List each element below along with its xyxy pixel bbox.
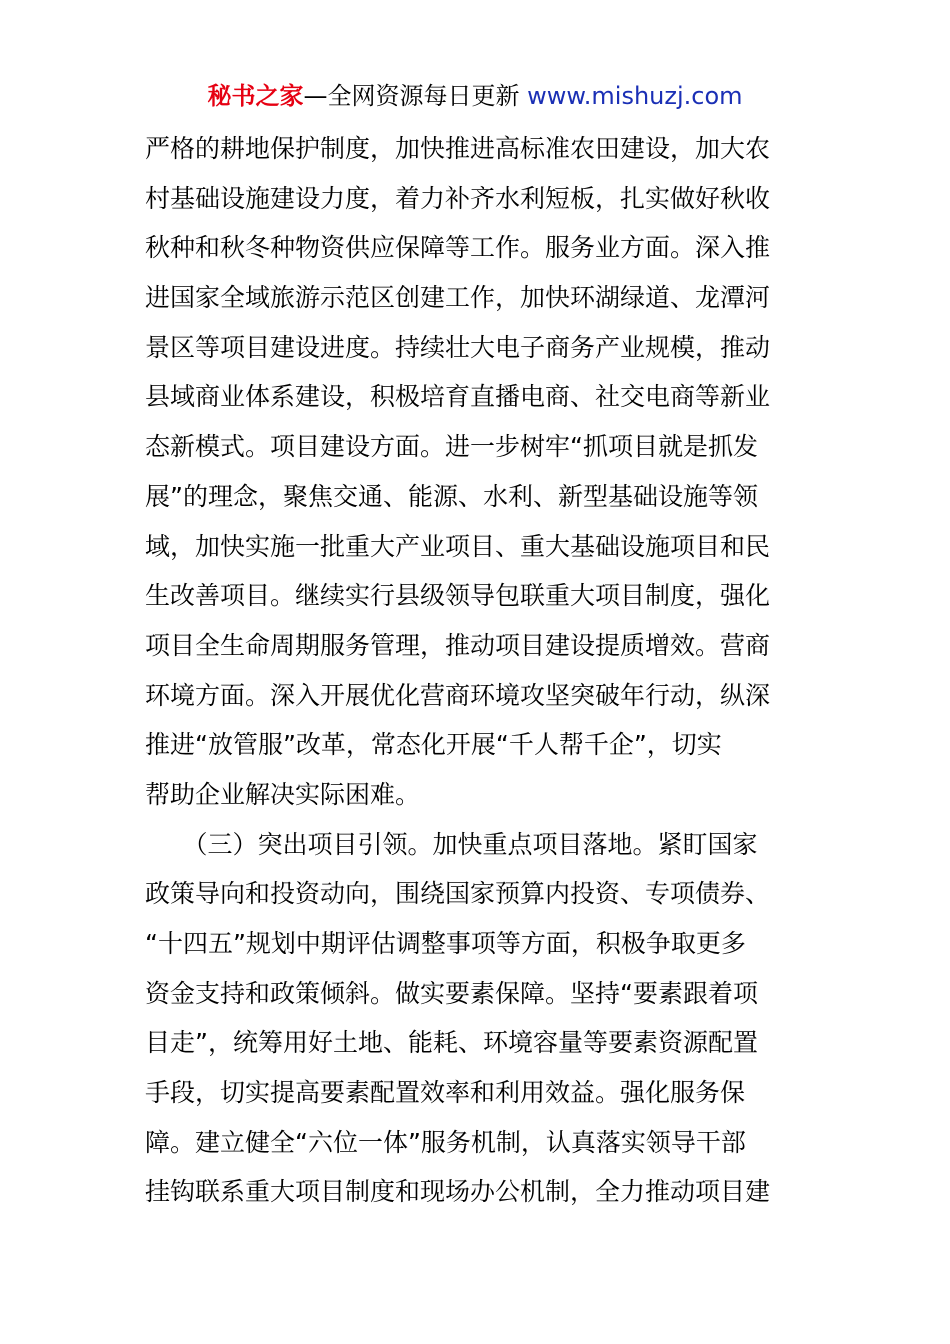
site-brand: 秘书之家 bbox=[207, 82, 304, 110]
text-line: 项目全生命周期服务管理，推动项目建设提质增效。营商 bbox=[145, 630, 771, 660]
text-line: 村基础设施建设力度，着力补齐水利短板，扎实做好秋收 bbox=[145, 183, 771, 213]
text-line: 展”的理念，聚焦交通、能源、水利、新型基础设施等领 bbox=[145, 481, 758, 511]
text-line: 进国家全域旅游示范区创建工作，加快环湖绿道、龙潭河 bbox=[145, 283, 771, 313]
site-url-link[interactable]: www.mishuzj.com bbox=[527, 82, 743, 110]
text-line: 障。建立健全“六位一体”服务机制，认真落实领导干部 bbox=[145, 1127, 746, 1157]
text-line: 挂钩联系重大项目制度和现场办公机制，全力推动项目建 bbox=[145, 1177, 771, 1207]
text-line: 环境方面。深入开展优化营商环境攻坚突破年行动，纵深 bbox=[145, 680, 771, 710]
text-line: 目走”，统筹用好土地、能耗、环境容量等要素资源配置 bbox=[145, 1028, 758, 1058]
text-line: “十四五”规划中期评估调整事项等方面，积极争取更多 bbox=[145, 929, 746, 958]
text-line: （三）突出项目引领。加快重点项目落地。紧盯国家 bbox=[145, 829, 758, 859]
text-line: 手段，切实提高要素配置效率和利用效益。强化服务保 bbox=[145, 1078, 746, 1108]
text-line: 县域商业体系建设，积极培育直播电商、社交电商等新业 bbox=[145, 382, 771, 412]
text-line: 资金支持和政策倾斜。做实要素保障。坚持“要素跟着项 bbox=[145, 978, 758, 1008]
page-header bbox=[0, 80, 950, 112]
text-line: 严格的耕地保护制度，加快推进高标准农田建设，加大农 bbox=[145, 134, 771, 163]
text-line: 帮助企业解决实际困难。 bbox=[145, 779, 421, 809]
text-line: 域，加快实施一批重大产业项目、重大基础设施项目和民 bbox=[145, 531, 771, 561]
text-line: 态新模式。项目建设方面。进一步树牢“抓项目就是抓发 bbox=[145, 432, 758, 462]
text-line: 秋种和秋冬种物资供应保障等工作。服务业方面。深入推 bbox=[145, 233, 771, 263]
text-line: 生改善项目。继续实行县级领导包联重大项目制度，强化 bbox=[145, 581, 771, 611]
document-body bbox=[145, 124, 825, 1217]
text-line: 景区等项目建设进度。持续壮大电子商务产业规模，推动 bbox=[145, 332, 771, 362]
text-line: 政策导向和投资动向，围绕国家预算内投资、专项债券、 bbox=[145, 879, 771, 909]
text-line: 推进“放管服”改革，常态化开展“千人帮千企”，切实 bbox=[145, 730, 722, 760]
site-slogan: —全网资源每日更新 bbox=[303, 82, 520, 110]
